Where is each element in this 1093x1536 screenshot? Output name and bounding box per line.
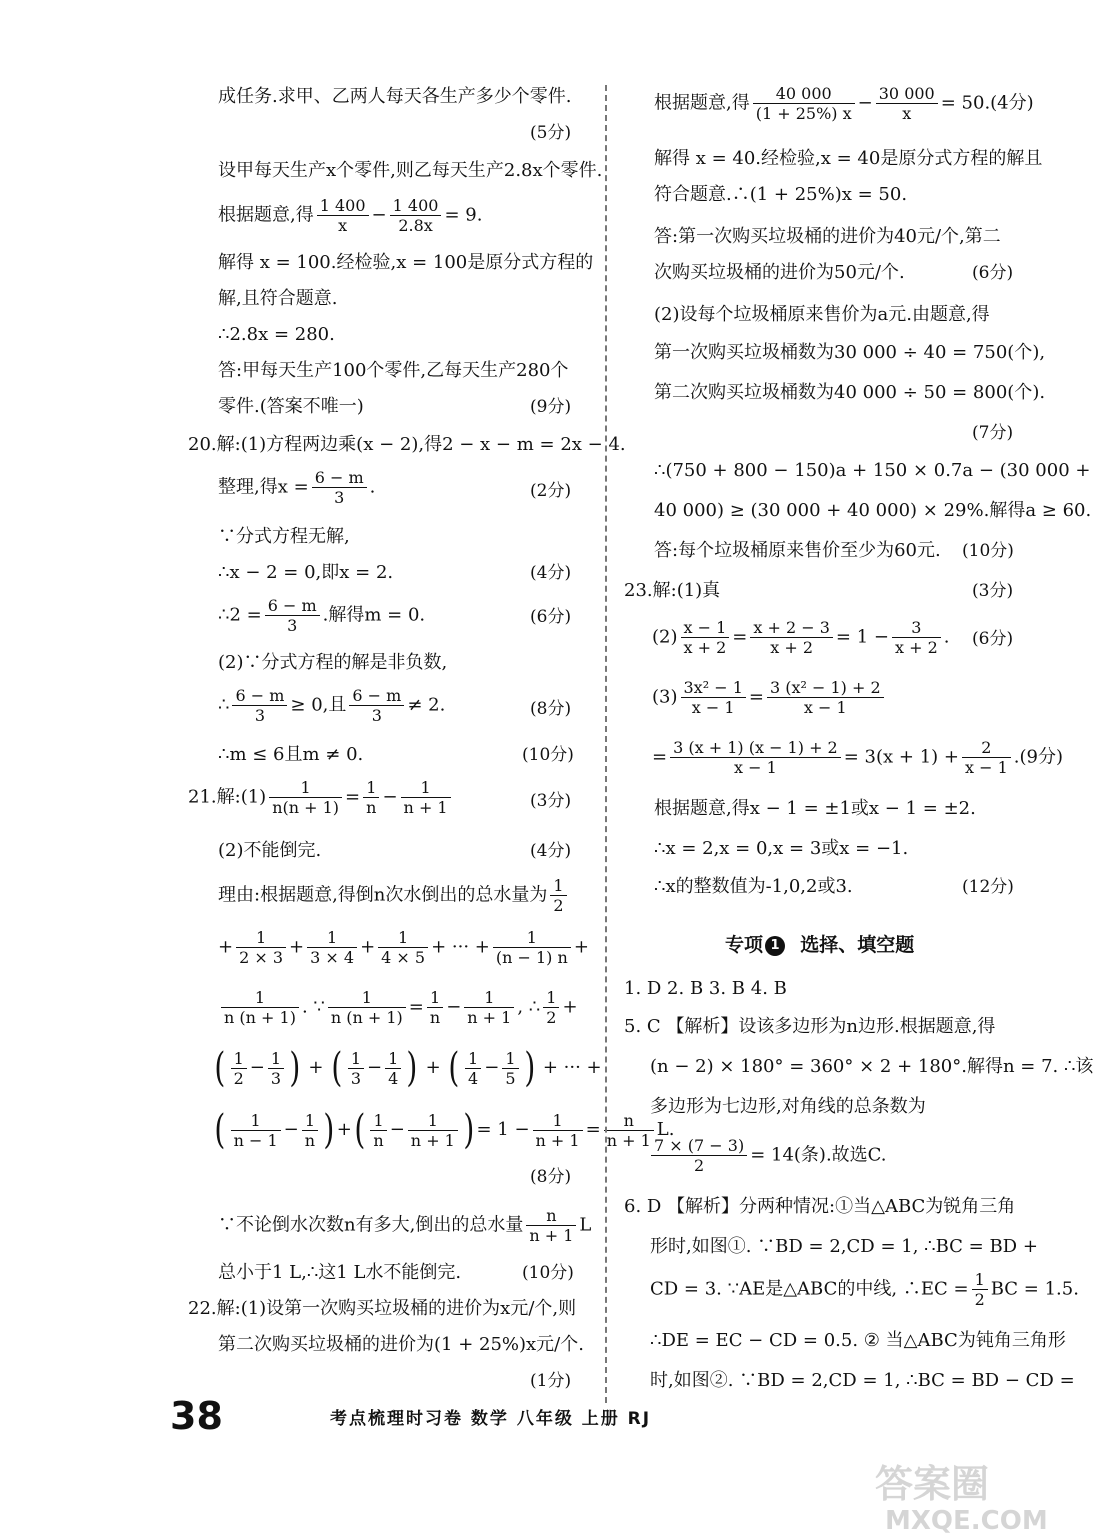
text-line: 22.解:(1)设第一次购买垃圾桶的进价为x元/个,则 bbox=[188, 1298, 577, 1319]
text: . bbox=[943, 626, 950, 648]
text-line: ∴x的整数值为-1,0,2或3. bbox=[654, 876, 853, 897]
paren: ( bbox=[331, 1045, 343, 1091]
paren: ( bbox=[354, 1107, 366, 1153]
equation-line bbox=[218, 928, 589, 967]
text: − bbox=[371, 204, 387, 226]
text: = 1 − bbox=[476, 1119, 530, 1140]
text-line: 形时,如图①. ∵BD = 2,CD = 1, ∴BC = BD + bbox=[650, 1236, 1038, 1257]
text-line: 第一次购买垃圾桶数为30 000 ÷ 40 = 750(个), bbox=[654, 342, 1046, 363]
text-line: 多边形为七边形,对角线的总条数为 bbox=[650, 1096, 926, 1117]
numerator: 1 bbox=[370, 1111, 386, 1131]
score: (4分) bbox=[530, 563, 572, 583]
fraction bbox=[972, 1270, 988, 1309]
text: 21.解:(1) bbox=[188, 786, 267, 808]
score: (3分) bbox=[530, 791, 572, 811]
denominator: n + 1 bbox=[535, 1130, 580, 1150]
equation-line: ( $\frac{1}{n - 1}$ − $\frac{1}{n}$ ) +( $\frac{1}{n}$ − $\frac{1}{n + 1}$ ) = 1 − $\frac{1}{n + 1}$ = $\frac{n}{n + 1}$ L. bbox=[214, 1107, 675, 1153]
section-label: 专项 bbox=[725, 934, 764, 956]
denominator: n − 1 bbox=[233, 1130, 278, 1150]
denominator: n + 1 bbox=[403, 798, 448, 817]
denominator: n + 1 bbox=[606, 1130, 651, 1150]
book-title: 考点梳理时习卷 数学 八年级 上册 RJ bbox=[330, 1409, 652, 1429]
text: 根据题意,得 bbox=[654, 92, 750, 114]
text: = bbox=[748, 686, 764, 708]
text-line: (2)不能倒完. bbox=[218, 840, 322, 861]
text-line: 6. D 【解析】分两种情况:①当△ABC为锐角三角 bbox=[624, 1196, 1016, 1217]
score: (3分) bbox=[972, 581, 1014, 601]
fraction bbox=[221, 988, 299, 1027]
fraction bbox=[328, 988, 406, 1027]
paren: ) bbox=[406, 1045, 418, 1091]
numerator: 6 − m bbox=[265, 596, 320, 616]
numerator: 1 400 bbox=[317, 196, 369, 216]
numerator: 3 (x² − 1) + 2 bbox=[767, 678, 884, 698]
text: − bbox=[857, 92, 873, 114]
score: (6分) bbox=[972, 629, 1014, 649]
text: L. bbox=[656, 1119, 675, 1140]
numerator: 1 bbox=[533, 1111, 583, 1131]
text: .(9分) bbox=[1013, 746, 1063, 768]
numerator: 1 bbox=[502, 1049, 518, 1069]
denominator: n bbox=[304, 1130, 316, 1150]
score: (4分) bbox=[530, 841, 572, 861]
denominator: 2 bbox=[553, 896, 564, 915]
text: = bbox=[345, 786, 361, 808]
watermark-url: MXQE.COM bbox=[885, 1506, 1048, 1536]
denominator: x − 1 bbox=[803, 698, 847, 717]
numerator: 1 bbox=[363, 778, 379, 798]
text-line: ∵分式方程无解, bbox=[218, 526, 350, 547]
text: + bbox=[289, 936, 305, 958]
score: (6分) bbox=[972, 263, 1014, 283]
numerator: 40 000 bbox=[753, 84, 855, 104]
paren: ( bbox=[214, 1107, 226, 1153]
denominator: n (n + 1) bbox=[330, 1008, 403, 1027]
text-line: 第二次购买垃圾桶的进价为(1 + 25%)x元/个. bbox=[218, 1334, 584, 1355]
fraction bbox=[543, 988, 559, 1027]
denominator: 3 bbox=[287, 616, 298, 635]
equation-line bbox=[652, 678, 887, 717]
text: ∴2 = bbox=[218, 604, 262, 626]
paren: ( bbox=[448, 1045, 460, 1091]
text-line: 次购买垃圾桶的进价为50元/个. bbox=[654, 262, 905, 283]
text-line: 23.解:(1)真 bbox=[624, 580, 721, 601]
text-line: ∴x − 2 = 0,即x = 2. bbox=[218, 562, 394, 583]
fraction bbox=[231, 1111, 281, 1150]
denominator: 4 × 5 bbox=[381, 948, 426, 967]
denominator: 2 bbox=[694, 1156, 705, 1175]
numerator: 1 bbox=[328, 988, 406, 1008]
fraction bbox=[526, 1206, 576, 1245]
text: + bbox=[562, 996, 578, 1018]
numerator: 1 400 bbox=[390, 196, 442, 216]
fraction bbox=[401, 778, 451, 817]
denominator: x − 1 bbox=[734, 758, 777, 777]
numerator: 3 bbox=[892, 618, 941, 638]
text-line: 40 000) ≥ (30 000 + 40 000) × 29%.解得a ≥ 60. bbox=[654, 500, 1092, 521]
paren: ) bbox=[323, 1107, 335, 1153]
text: − bbox=[382, 786, 398, 808]
text: = 50.(4分) bbox=[940, 92, 1034, 114]
text-line: 20.解:(1)方程两边乘(x − 2),得2 − x − m = 2x − 4. bbox=[188, 434, 626, 455]
numerator: 1 bbox=[302, 1111, 318, 1131]
text: . bbox=[369, 476, 376, 498]
equation-line: ( $\frac{1}{2}$ − $\frac{1}{3}$ ) + ( $\frac{1}{3}$ − $\frac{1}{4}$ ) + ( $\frac{1}{4}$ − $\frac{1}{5}$ ) + ··· + bbox=[214, 1045, 602, 1091]
numerator: n bbox=[526, 1206, 576, 1226]
section-title bbox=[725, 932, 914, 958]
denominator: x − 1 bbox=[964, 758, 1008, 777]
fraction bbox=[750, 618, 833, 657]
text: ≠ 2. bbox=[407, 694, 446, 716]
fraction bbox=[550, 876, 566, 915]
fraction bbox=[265, 596, 320, 635]
score: (1分) bbox=[530, 1371, 572, 1391]
fraction bbox=[681, 678, 746, 717]
score: (10分) bbox=[522, 745, 574, 765]
fraction bbox=[670, 738, 841, 777]
numerator: 1 bbox=[268, 1049, 284, 1069]
text: − bbox=[446, 996, 462, 1018]
denominator: n(n + 1) bbox=[272, 798, 340, 817]
text: = bbox=[732, 626, 748, 648]
fraction bbox=[767, 678, 884, 717]
fraction bbox=[370, 1111, 386, 1150]
equation-line bbox=[188, 778, 454, 817]
fraction bbox=[681, 618, 730, 657]
equation-line bbox=[218, 876, 570, 915]
text: = 14(条).故选C. bbox=[750, 1144, 887, 1166]
score: (5分) bbox=[530, 123, 572, 143]
text-line: ∴DE = EC − CD = 0.5. ② 当△ABC为钝角三角形 bbox=[650, 1330, 1066, 1351]
text: = bbox=[652, 746, 668, 768]
text-line: 答:第一次购买垃圾桶的进价为40元/个,第二 bbox=[654, 226, 1001, 247]
denominator: n + 1 bbox=[410, 1130, 455, 1150]
fraction bbox=[465, 1049, 481, 1088]
fraction bbox=[408, 1111, 458, 1150]
text-line: 解,且符合题意. bbox=[218, 288, 338, 309]
text: . ∵ bbox=[301, 996, 325, 1018]
fraction bbox=[390, 196, 442, 235]
text-line: (2)∵分式方程的解是非负数, bbox=[218, 652, 448, 673]
page-number: 38 bbox=[170, 1394, 223, 1438]
numerator: 1 bbox=[378, 928, 428, 948]
denominator: 2 × 3 bbox=[239, 948, 284, 967]
fraction bbox=[269, 778, 342, 817]
equation-line bbox=[218, 196, 482, 235]
text: ∵不论倒水次数n有多大,倒出的总水量 bbox=[218, 1214, 524, 1236]
denominator: 2 bbox=[974, 1290, 985, 1309]
text-line: 5. C 【解析】设该多边形为n边形.根据题意,得 bbox=[624, 1016, 996, 1037]
fraction bbox=[502, 1049, 518, 1088]
fraction bbox=[349, 686, 404, 725]
denominator: 2 bbox=[233, 1068, 244, 1088]
numerator: 1 bbox=[972, 1270, 988, 1290]
score: (8分) bbox=[530, 699, 572, 719]
text: 整理,得x = bbox=[218, 476, 309, 498]
fraction bbox=[268, 1049, 284, 1088]
denominator: 4 bbox=[468, 1068, 479, 1088]
denominator: 3 bbox=[334, 488, 345, 507]
text: 根据题意,得 bbox=[218, 204, 314, 226]
text-line: ∴2.8x = 280. bbox=[218, 324, 335, 345]
numerator: 1 bbox=[221, 988, 299, 1008]
numerator: 3 (x + 1) (x − 1) + 2 bbox=[670, 738, 841, 758]
fraction bbox=[231, 1049, 247, 1088]
section-number-badge: 1 bbox=[765, 936, 785, 956]
text-line: 答:甲每天生产100个零件,乙每天生产280个 bbox=[218, 360, 569, 381]
paren: ) bbox=[289, 1045, 301, 1091]
denominator: x bbox=[902, 104, 912, 123]
text: .解得m = 0. bbox=[322, 604, 426, 626]
numerator: 1 bbox=[401, 778, 451, 798]
text-line: 解得 x = 40.经检验,x = 40是原分式方程的解且 bbox=[654, 148, 1043, 169]
fraction bbox=[962, 738, 1011, 777]
denominator: 3 bbox=[254, 706, 266, 725]
denominator: 2 bbox=[546, 1008, 557, 1027]
score: (9分) bbox=[530, 397, 572, 417]
denominator: 3 × 4 bbox=[310, 948, 355, 967]
numerator: 1 bbox=[269, 778, 342, 798]
equation-line bbox=[218, 1206, 591, 1245]
watermark-logo bbox=[860, 1455, 1048, 1536]
fraction bbox=[604, 1111, 654, 1150]
denominator: n bbox=[366, 798, 377, 817]
numerator: x + 2 − 3 bbox=[750, 618, 833, 638]
numerator: 1 bbox=[543, 988, 559, 1008]
fraction bbox=[493, 928, 571, 967]
numerator: 1 bbox=[465, 1049, 481, 1069]
text: = 9. bbox=[444, 204, 483, 226]
paren: ) bbox=[463, 1107, 475, 1153]
text-line: 总小于1 L,∴这1 L水不能倒完. bbox=[218, 1262, 462, 1283]
score: (6分) bbox=[530, 607, 572, 627]
numerator: 2 bbox=[962, 738, 1011, 758]
text: , ∴ bbox=[517, 996, 541, 1018]
fraction bbox=[753, 84, 855, 123]
text-line: 第二次购买垃圾桶数为40 000 ÷ 50 = 800(个). bbox=[654, 382, 1046, 403]
equation-line bbox=[652, 618, 950, 657]
numerator: 1 bbox=[348, 1049, 364, 1069]
fraction bbox=[427, 988, 443, 1027]
fraction bbox=[651, 1136, 747, 1175]
text-line: 成任务.求甲、乙两人每天各生产多少个零件. bbox=[218, 86, 572, 107]
text: CD = 3. ∵AE是△ABC的中线, ∴EC = bbox=[650, 1278, 969, 1300]
denominator: 3 bbox=[371, 706, 382, 725]
fraction bbox=[892, 618, 941, 657]
numerator: 1 bbox=[231, 1111, 281, 1131]
text: (2) bbox=[652, 626, 678, 648]
numerator: 1 bbox=[385, 1049, 401, 1069]
text-line: (n − 2) × 180° = 360° × 2 + 180°.解得n = 7. ∴该 bbox=[650, 1056, 1093, 1077]
text-line: ∴(750 + 800 − 150)a + 150 × 0.7a − (30 000 + bbox=[654, 460, 1091, 481]
numerator: 3x² − 1 bbox=[681, 678, 746, 698]
numerator: 1 bbox=[231, 1049, 247, 1069]
text: = bbox=[585, 1119, 601, 1140]
text-line: 零件.(答案不唯一) bbox=[218, 396, 364, 417]
denominator: (1 + 25%) x bbox=[755, 104, 852, 123]
fraction bbox=[363, 778, 379, 817]
text: + bbox=[360, 936, 376, 958]
text-line: ∴x = 2,x = 0,x = 3或x = −1. bbox=[654, 838, 909, 859]
score: (10分) bbox=[962, 541, 1014, 561]
paren: ( bbox=[214, 1045, 226, 1091]
denominator: 4 bbox=[388, 1068, 399, 1088]
fraction bbox=[317, 196, 369, 235]
text-line: (2)设每个垃圾桶原来售价为a元.由题意,得 bbox=[654, 304, 990, 325]
fraction bbox=[307, 928, 357, 967]
text-line: 根据题意,得x − 1 = ±1或x − 1 = ±2. bbox=[654, 798, 976, 819]
fraction bbox=[236, 928, 286, 967]
denominator: x + 2 bbox=[770, 638, 814, 657]
paren: ) bbox=[523, 1045, 535, 1091]
denominator: x + 2 bbox=[894, 638, 938, 657]
fraction bbox=[385, 1049, 401, 1088]
fraction bbox=[312, 468, 367, 507]
denominator: 5 bbox=[505, 1068, 516, 1088]
denominator: n + 1 bbox=[529, 1226, 574, 1245]
denominator: x + 2 bbox=[683, 638, 727, 657]
denominator: x − 1 bbox=[691, 698, 735, 717]
text-line: 时,如图②. ∵BD = 2,CD = 1, ∴BC = BD − CD = bbox=[650, 1370, 1075, 1391]
text: BC = 1.5. bbox=[990, 1278, 1079, 1300]
fraction bbox=[533, 1111, 583, 1150]
numerator: 7 × (7 − 3) bbox=[651, 1136, 747, 1156]
score: (2分) bbox=[530, 481, 572, 501]
equation-line bbox=[218, 596, 425, 635]
text-line: ∴m ≤ 6且m ≠ 0. bbox=[218, 744, 364, 765]
fraction bbox=[876, 84, 938, 123]
equation-line bbox=[650, 1270, 1079, 1309]
equation-line bbox=[654, 84, 1034, 123]
fraction bbox=[378, 928, 428, 967]
numerator: 1 bbox=[464, 988, 514, 1008]
numerator: x − 1 bbox=[681, 618, 730, 638]
numerator: 6 − m bbox=[312, 468, 367, 488]
equation-line bbox=[218, 468, 375, 507]
equation-line bbox=[648, 1136, 887, 1175]
text-line: 解得 x = 100.经检验,x = 100是原分式方程的 bbox=[218, 252, 594, 273]
text: ≥ 0,且 bbox=[290, 694, 347, 716]
text: (3) bbox=[652, 686, 678, 708]
numerator: 1 bbox=[493, 928, 571, 948]
equation-line bbox=[218, 686, 445, 725]
text: = 3(x + 1) + bbox=[843, 746, 959, 768]
text: ∴ bbox=[218, 694, 230, 716]
denominator: 3 bbox=[350, 1068, 362, 1088]
numerator: 1 bbox=[307, 928, 357, 948]
denominator: x bbox=[338, 216, 348, 235]
column-divider bbox=[605, 85, 607, 1403]
text-line: 符合题意.∴(1 + 25%)x = 50. bbox=[654, 184, 908, 205]
denominator: (n − 1) n bbox=[495, 948, 568, 967]
denominator: n bbox=[373, 1130, 384, 1150]
numerator: 1 bbox=[427, 988, 443, 1008]
text: 理由:根据题意,得倒n次水倒出的总水量为 bbox=[218, 884, 548, 906]
text: + bbox=[573, 936, 589, 958]
numerator: 1 bbox=[236, 928, 286, 948]
text: = bbox=[408, 996, 424, 1018]
score: (7分) bbox=[972, 423, 1014, 443]
text: L bbox=[579, 1214, 592, 1236]
fraction bbox=[348, 1049, 364, 1088]
text: = 1 − bbox=[835, 626, 889, 648]
text-line: 设甲每天生产x个零件,则乙每天生产2.8x个零件. bbox=[218, 160, 603, 181]
denominator: 3 bbox=[270, 1068, 282, 1088]
numerator: 30 000 bbox=[876, 84, 938, 104]
text: + bbox=[218, 936, 234, 958]
text-line: 1. D 2. B 3. B 4. B bbox=[624, 978, 787, 999]
score: (12分) bbox=[962, 877, 1014, 897]
watermark-text: 答案圈 bbox=[875, 1462, 990, 1506]
fraction bbox=[464, 988, 514, 1027]
equation-line bbox=[652, 738, 1063, 777]
equation-line bbox=[218, 988, 578, 1027]
numerator: n bbox=[604, 1111, 654, 1131]
denominator: n bbox=[429, 1008, 441, 1027]
text: + ··· + bbox=[542, 1057, 602, 1078]
numerator: 6 − m bbox=[232, 686, 287, 706]
fraction bbox=[232, 686, 287, 725]
section-subtitle: 选择、填空题 bbox=[800, 934, 915, 956]
numerator: 1 bbox=[408, 1111, 458, 1131]
fraction bbox=[302, 1111, 318, 1150]
denominator: n (n + 1) bbox=[224, 1008, 296, 1027]
denominator: n + 1 bbox=[467, 1008, 512, 1027]
numerator: 6 − m bbox=[349, 686, 404, 706]
text: + ··· + bbox=[431, 936, 490, 958]
score: (8分) bbox=[530, 1167, 572, 1187]
denominator: 2.8x bbox=[398, 216, 433, 235]
numerator: 1 bbox=[550, 876, 566, 896]
score: (10分) bbox=[522, 1263, 574, 1283]
text-line: 答:每个垃圾桶原来售价至少为60元. bbox=[654, 540, 941, 561]
